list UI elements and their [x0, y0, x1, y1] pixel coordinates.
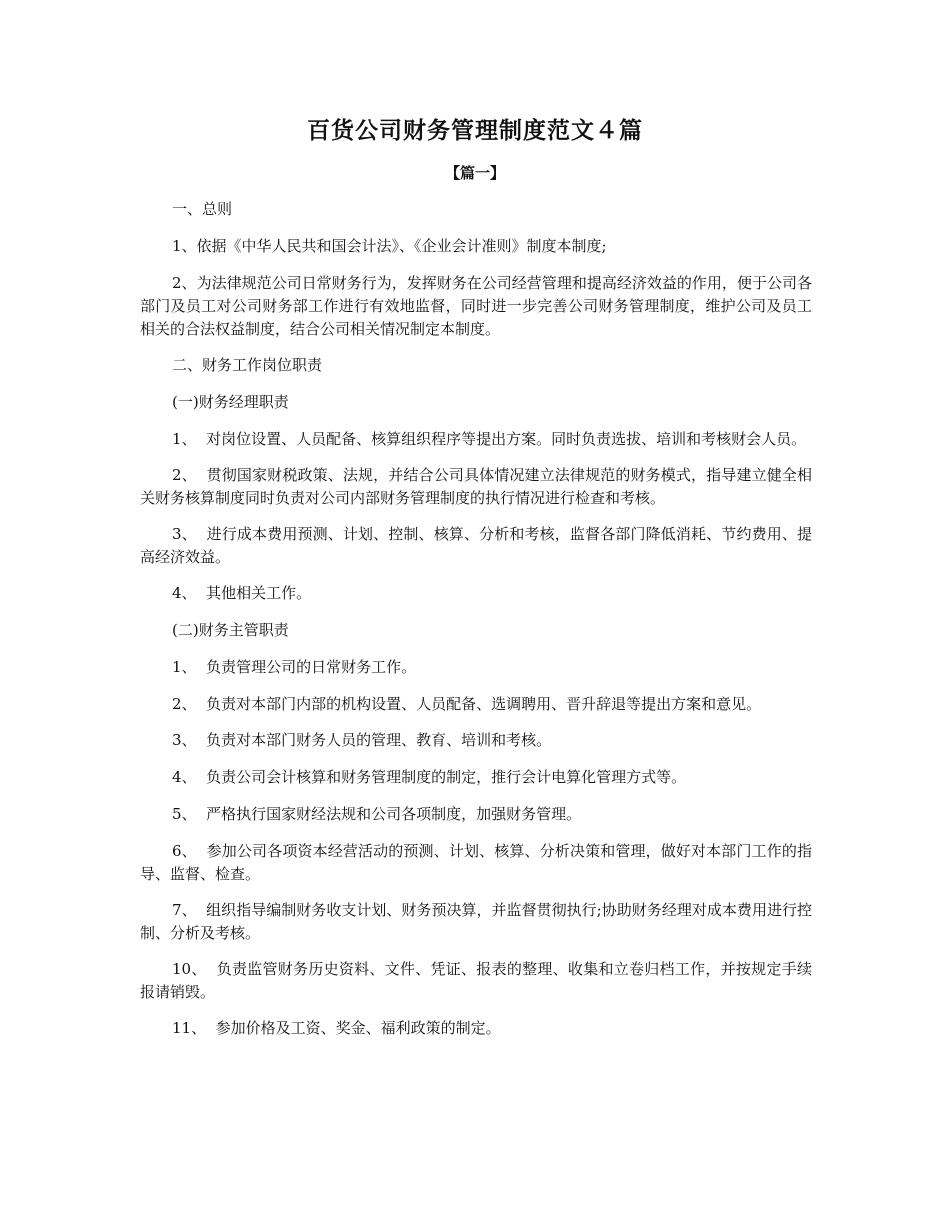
- list-item: 3、 进行成本费用预测、计划、控制、核算、分析和考核，监督各部门降低消耗、节约费用、提高经济效益。: [140, 525, 812, 566]
- heading-general-provisions: 一、总则: [172, 200, 233, 218]
- subheading-finance-supervisor: (二)财务主管职责: [172, 621, 289, 639]
- list-item: 6、 参加公司各项资本经营活动的预测、计划、核算、分析决策和管理，做好对本部门工作的指导、监督、检查。: [140, 842, 812, 883]
- list-item: 1、 对岗位设置、人员配备、核算组织程序等提出方案。同时负责选拔、培训和考核财会人员。: [172, 430, 807, 448]
- paragraph-basis: 1、依据《中华人民共和国会计法》、《企业会计准则》制度本制度;: [172, 237, 607, 255]
- list-item: 3、 负责对本部门财务人员的管理、教育、培训和考核。: [172, 731, 552, 749]
- paragraph-purpose: 2、为法律规范公司日常财务行为，发挥财务在公司经营管理和提高经济效益的作用，便于公司各部门及员工对公司财务部工作进行有效地监督，同时进一步完善公司财务管理制度，维护公司及员工相关的合法权益制度，结合公司相关情况制定本制度。: [140, 274, 812, 338]
- list-item: 2、 负责对本部门内部的机构设置、人员配备、选调聘用、晋升辞退等提出方案和意见。: [172, 695, 762, 713]
- document-body: [140, 198, 812, 1054]
- list-item: 11、 参加价格及工资、奖金、福利政策的制定。: [172, 1019, 501, 1037]
- list-item: 7、 组织指导编制财务收支计划、财务预决算，并监督贯彻执行;协助财务经理对成本费用进行控制、分析及考核。: [140, 901, 812, 942]
- list-item: 4、 负责公司会计核算和财务管理制度的制定，推行会计电算化管理方式等。: [172, 768, 687, 786]
- list-item: 2、 贯彻国家财税政策、法规，并结合公司具体情况建立法律规范的财务模式，指导建立健全相关财务核算制度同时负责对公司内部财务管理制度的执行情况进行检查和考核。: [140, 466, 812, 507]
- document-title: 百货公司财务管理制度范文４篇: [307, 117, 643, 144]
- list-item: 5、 严格执行国家财经法规和公司各项制度，加强财务管理。: [172, 805, 582, 823]
- list-item: 4、 其他相关工作。: [172, 584, 312, 602]
- section-heading: 【篇一】: [444, 164, 505, 182]
- subheading-finance-manager: (一)财务经理职责: [172, 393, 289, 411]
- list-item: 10、 负责监管财务历史资料、文件、凭证、报表的整理、收集和立卷归档工作，并按规定手续报请销毁。: [140, 960, 812, 1001]
- heading-job-duties: 二、财务工作岗位职责: [172, 356, 323, 374]
- list-item: 1、 负责管理公司的日常财务工作。: [172, 658, 417, 676]
